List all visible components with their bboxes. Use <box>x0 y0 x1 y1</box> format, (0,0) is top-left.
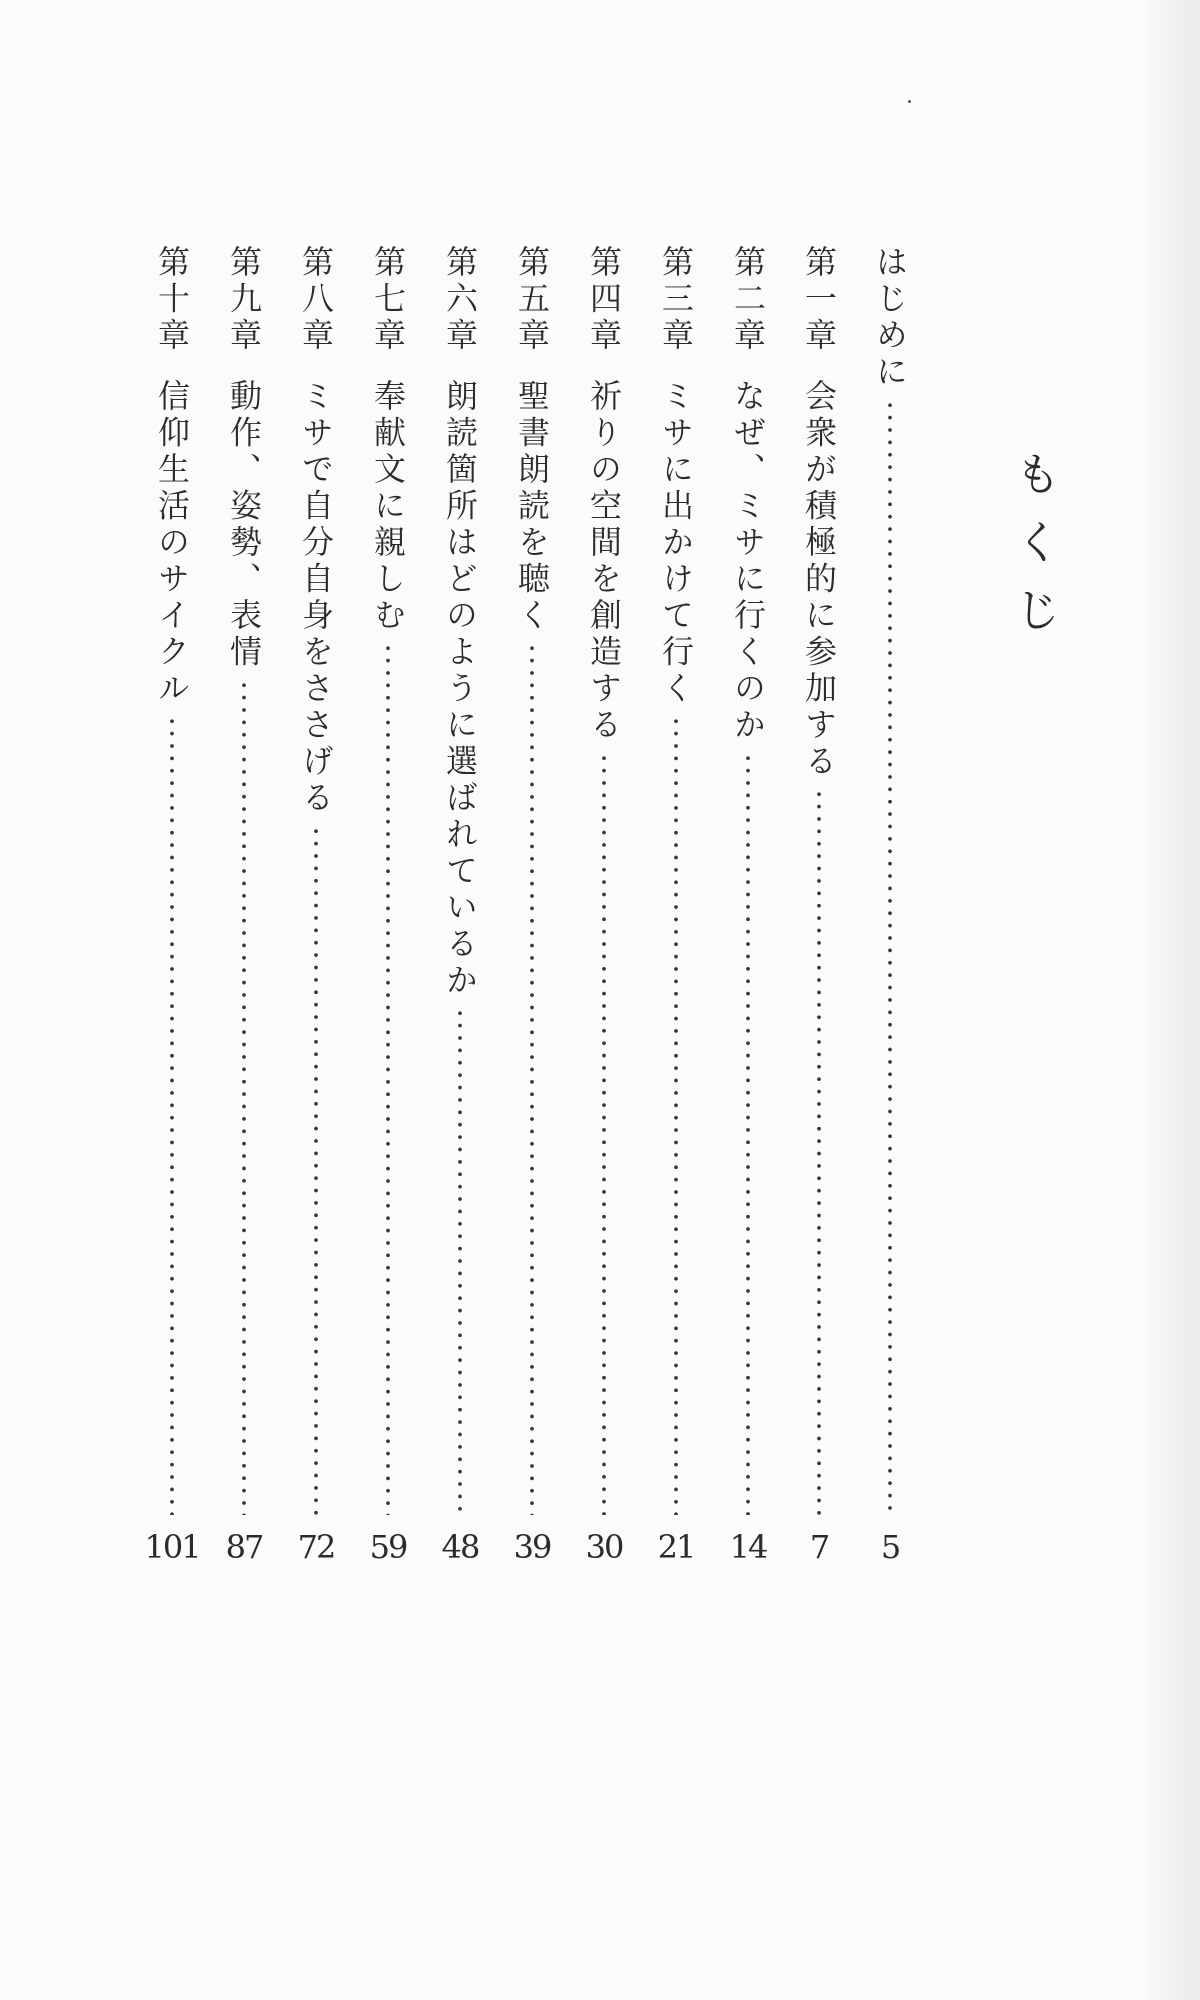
toc-page-number: 30 <box>585 1528 623 1566</box>
dot-leader <box>458 1007 462 1515</box>
toc-entry-chapter-8 <box>294 245 338 1565</box>
toc-page-number: 5 <box>880 1528 900 1566</box>
dot-leader <box>746 752 750 1516</box>
toc-heading: 朗読箇所はどのように選ばれているか <box>441 378 479 999</box>
toc-entry-chapter-2 <box>726 245 770 1565</box>
chapter-label: 第七章 <box>369 245 407 355</box>
toc-entry-text <box>150 245 194 707</box>
toc-entry-chapter-4 <box>582 245 626 1565</box>
chapter-label: 第三章 <box>657 245 695 355</box>
toc-entry-text <box>294 245 338 817</box>
toc-entry-text <box>654 245 698 707</box>
toc-entry-chapter-6 <box>438 245 482 1565</box>
chapter-label: 第二章 <box>729 245 767 355</box>
toc-entry-text <box>438 245 482 999</box>
dot-leader <box>674 715 678 1515</box>
chapter-label: 第九章 <box>225 245 263 355</box>
toc-page-number: 21 <box>657 1528 695 1566</box>
paper-speck <box>908 100 911 103</box>
chapter-label: 第一章 <box>800 245 838 355</box>
chapter-label: 第五章 <box>513 245 551 355</box>
toc-entry-text <box>797 245 841 780</box>
toc-page-number: 48 <box>441 1528 479 1566</box>
chapter-label: 第六章 <box>441 245 479 355</box>
toc-page-number: 39 <box>513 1528 551 1566</box>
toc-heading: 会衆が積極的に参加する <box>800 378 838 780</box>
dot-leader <box>314 825 318 1516</box>
toc-entry-text <box>510 245 554 634</box>
toc-entry-text <box>726 245 770 744</box>
toc-heading: ミサで自分自身をささげる <box>297 378 335 817</box>
toc-heading: 祈りの空間を創造する <box>585 378 623 744</box>
toc-entry-chapter-1 <box>797 245 841 1565</box>
toc-entry-chapter-7 <box>366 245 410 1565</box>
toc-page-number: 101 <box>144 1528 200 1566</box>
toc-page-number: 72 <box>297 1528 335 1566</box>
toc-entry-chapter-10 <box>144 245 200 1566</box>
toc-heading: ミサに出かけて行く <box>657 378 695 707</box>
toc-page-number: 87 <box>225 1528 263 1566</box>
toc-entry-text <box>582 245 626 744</box>
dot-leader <box>170 715 174 1515</box>
dot-leader <box>386 642 390 1515</box>
toc-heading: 聖書朗読を聴く <box>513 378 551 634</box>
toc-heading: なぜ、ミサに行くのか <box>729 378 767 744</box>
toc-entry-intro <box>868 245 912 1565</box>
toc-page-number: 59 <box>369 1528 407 1566</box>
dot-leader <box>602 752 606 1516</box>
toc-entry-chapter-3 <box>654 245 698 1565</box>
chapter-label: 第四章 <box>585 245 623 355</box>
dot-leader <box>817 788 821 1515</box>
chapter-label: 第十章 <box>153 245 191 355</box>
toc-entry-chapter-5 <box>510 245 554 1565</box>
page-edge-shadow <box>1140 0 1200 2000</box>
dot-leader <box>530 642 534 1515</box>
toc-heading: 動作、姿勢、表情 <box>225 378 263 671</box>
toc-entry-chapter-9 <box>222 245 266 1565</box>
toc-heading: はじめに <box>871 245 909 391</box>
toc-page-number: 14 <box>729 1528 767 1566</box>
toc-entry-text <box>868 245 912 391</box>
toc-heading: 奉献文に親しむ <box>369 378 407 634</box>
toc-entry-text <box>222 245 266 671</box>
dot-leader <box>888 399 892 1515</box>
toc-page-number: 7 <box>809 1528 829 1566</box>
toc-heading: 信仰生活のサイクル <box>153 378 191 707</box>
chapter-label: 第八章 <box>297 245 335 355</box>
dot-leader <box>242 679 246 1516</box>
toc-entry-text <box>366 245 410 634</box>
toc-title: もくじ <box>1008 450 1062 654</box>
